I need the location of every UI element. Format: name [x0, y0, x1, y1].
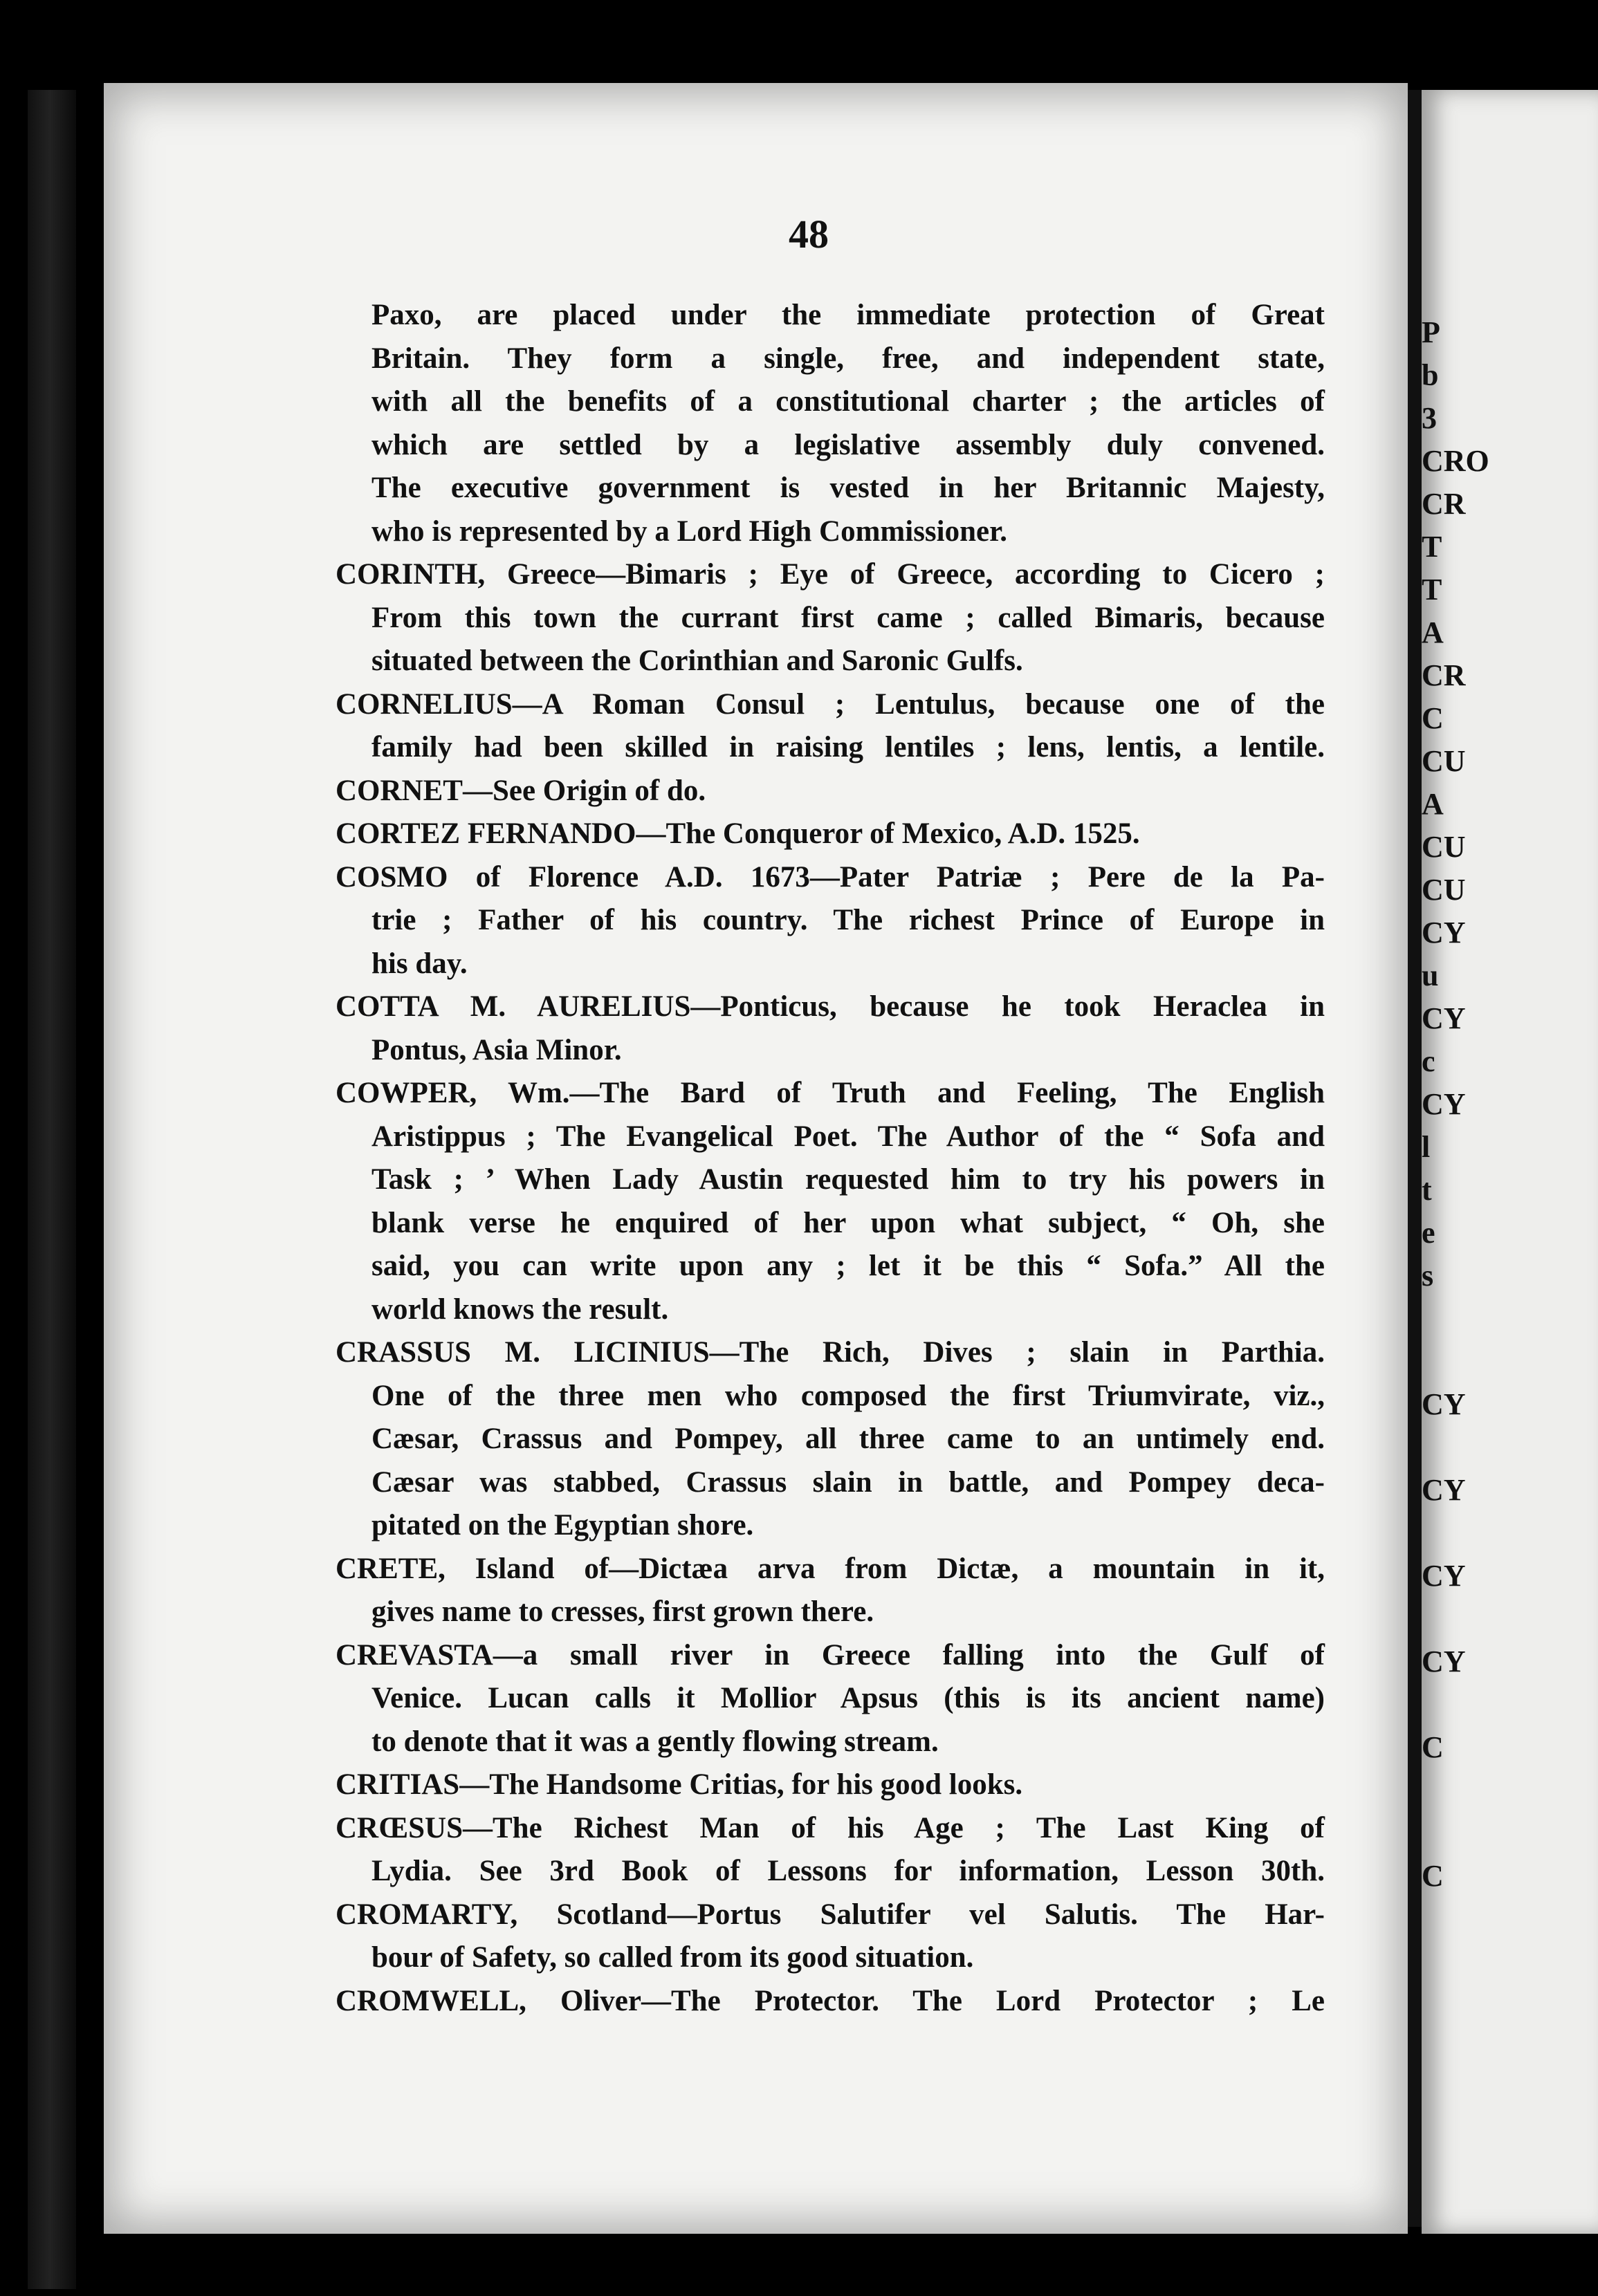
facing-page-fragment	[1422, 1297, 1598, 1340]
facing-page-fragment	[1422, 1769, 1598, 1812]
facing-page-fragment: C	[1422, 701, 1444, 735]
facing-page	[1422, 90, 1598, 2234]
text-line: Paxo, are placed under the immediate protection of Great	[371, 299, 1325, 331]
text-line: CORTEZ FERNANDO—The Conqueror of Mexico, A.D. 1525.	[336, 817, 1140, 850]
page-text	[336, 294, 1325, 2023]
text-line: gives name to cresses, first grown there.	[371, 1595, 874, 1628]
facing-page-fragment: CY	[1422, 1387, 1466, 1421]
facing-page-fragment: CY	[1422, 1001, 1466, 1035]
text-line: trie ; Father of his country. The richest Prince of Europe in	[371, 904, 1325, 936]
text-line: Cæsar, Crassus and Pompey, all three came to an untimely end.	[371, 1423, 1325, 1455]
facing-page-fragment: A	[1422, 787, 1444, 821]
facing-page-fragment: c	[1422, 1044, 1435, 1078]
facing-page-fragment: CU	[1422, 830, 1466, 864]
facing-page-fragment: CRO	[1422, 444, 1489, 478]
facing-page-fragment: CU	[1422, 744, 1466, 778]
facing-page-fragment: T	[1422, 573, 1442, 607]
facing-page-fragment: t	[1422, 1173, 1432, 1207]
text-line: world knows the result.	[371, 1293, 669, 1326]
facing-page-fragment: CY	[1422, 1559, 1466, 1593]
text-line: CRASSUS M. LICINIUS—The Rich, Dives ; slain in Parthia.	[336, 1336, 1325, 1369]
facing-page-fragment: C	[1422, 1859, 1444, 1893]
text-line: Venice. Lucan calls it Mollior Apsus (this is its ancient name)	[371, 1682, 1325, 1714]
text-line: CRŒSUS—The Richest Man of his Age ; The Last King of	[336, 1811, 1325, 1844]
text-line: Cæsar was stabbed, Crassus slain in battle, and Pompey deca-	[371, 1465, 1325, 1499]
text-line: situated between the Corinthian and Saronic Gulfs.	[371, 645, 1023, 677]
page-number: 48	[789, 212, 829, 257]
text-line: CREVASTA—a small river in Greece falling into the Gulf of	[336, 1638, 1325, 1672]
text-line: CORNET—See Origin of do.	[336, 774, 706, 807]
facing-page-fragment: CR	[1422, 487, 1466, 521]
facing-page-fragment: P	[1422, 315, 1440, 349]
facing-page-fragment: s	[1422, 1259, 1434, 1293]
facing-page-fragment: T	[1422, 530, 1442, 564]
facing-page-fragment: C	[1422, 1730, 1444, 1764]
book-binding-left	[28, 90, 76, 2289]
text-line: COTTA M. AURELIUS—Ponticus, because he took Heraclea in	[336, 990, 1325, 1023]
text-line: pitated on the Egyptian shore.	[371, 1509, 754, 1542]
text-line: Aristippus ; The Evangelical Poet. The Author of the “ Sofa and	[371, 1120, 1325, 1153]
text-line: blank verse he enquired of her upon what subject, “ Oh, she	[371, 1206, 1325, 1239]
facing-page-fragment	[1422, 1426, 1598, 1469]
facing-page-fragment	[1422, 1598, 1598, 1640]
text-line: From this town the currant first came ; called Bimaris, because	[371, 601, 1325, 634]
text-line: CRETE, Island of—Dictæa arva from Dictæ, a mountain in it,	[336, 1552, 1325, 1585]
text-line: CORINTH, Greece—Bimaris ; Eye of Greece, according to Cicero ;	[336, 558, 1325, 591]
text-line: who is represented by a Lord High Commissioner.	[371, 515, 1007, 548]
text-line: to denote that it was a gently flowing stream.	[371, 1725, 939, 1758]
text-line: which are settled by a legislative assembly duly convened.	[371, 428, 1325, 461]
text-line: with all the benefits of a constitutional charter ; the articles of	[371, 385, 1325, 418]
facing-page-fragment: b	[1422, 358, 1439, 392]
facing-page-fragment	[1422, 1512, 1598, 1555]
text-line: CRITIAS—The Handsome Critias, for his good looks.	[336, 1768, 1023, 1801]
book-gutter	[1408, 90, 1422, 2227]
facing-page-fragment: CU	[1422, 873, 1466, 907]
facing-page-fragment: CY	[1422, 916, 1466, 950]
facing-page-fragment: CY	[1422, 1087, 1466, 1121]
text-line: Task ; ’ When Lady Austin requested him to try his powers in	[371, 1163, 1325, 1196]
facing-page-fragment: CY	[1422, 1645, 1466, 1678]
text-line: The executive government is vested in her Britannic Majesty,	[371, 472, 1325, 504]
text-line: Lydia. See 3rd Book of Lessons for information, Lesson 30th.	[371, 1855, 1325, 1887]
text-line: Britain. They form a single, free, and independent state,	[371, 342, 1325, 375]
facing-page-fragment: CY	[1422, 1473, 1466, 1507]
text-line: COSMO of Florence A.D. 1673—Pater Patriæ ; Pere de la Pa-	[336, 860, 1325, 894]
text-line: said, you can write upon any ; let it be this “ Sofa.” All the	[371, 1250, 1325, 1282]
text-line: family had been skilled in raising lentiles ; lens, lentis, a lentile.	[371, 731, 1325, 763]
facing-page-fragment	[1422, 1812, 1598, 1855]
facing-page-fragment: e	[1422, 1216, 1435, 1250]
text-line: his day.	[371, 947, 468, 980]
facing-page-fragment: 3	[1422, 401, 1437, 435]
facing-page-fragment	[1422, 1683, 1598, 1726]
facing-page-fragment: A	[1422, 615, 1444, 649]
text-line: CORNELIUS—A Roman Consul ; Lentulus, because one of the	[336, 687, 1325, 721]
text-line: CROMARTY, Scotland—Portus Salutifer vel Salutis. The Har-	[336, 1898, 1325, 1931]
text-line: Pontus, Asia Minor.	[371, 1033, 622, 1066]
facing-page-text-fragments	[1422, 311, 1598, 1898]
text-line: COWPER, Wm.—The Bard of Truth and Feeling, The English	[336, 1077, 1325, 1109]
facing-page-fragment: u	[1422, 959, 1439, 992]
facing-page-fragment	[1422, 1340, 1598, 1383]
facing-page-fragment: l	[1422, 1130, 1431, 1164]
text-line: bour of Safety, so called from its good situation.	[371, 1941, 974, 1974]
text-line: One of the three men who composed the first Triumvirate, viz.,	[371, 1379, 1325, 1412]
text-line: CROMWELL, Oliver—The Protector. The Lord Protector ; Le	[336, 1984, 1325, 2017]
facing-page-fragment: CR	[1422, 658, 1466, 692]
